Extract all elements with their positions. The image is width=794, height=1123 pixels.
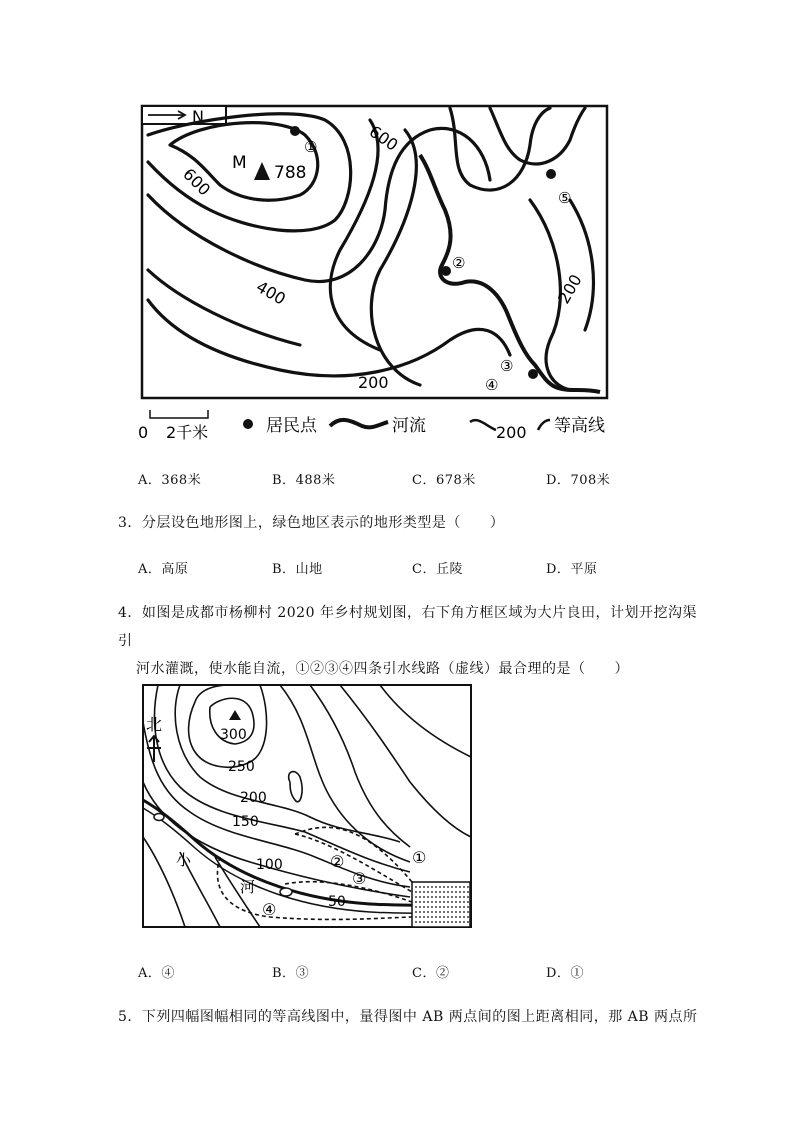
legend-contour: 等高线 [554,416,605,436]
q2-option-b[interactable]: B．488米 [272,473,336,488]
contour-label: 600 [179,164,215,200]
q3-option-c[interactable]: C．丘陵 [412,562,463,577]
q2-option-d[interactable]: D．708米 [546,473,611,488]
legend-river: 河流 [392,416,426,436]
peak-icon [254,162,270,180]
north-arrow-icon [142,106,226,126]
contour-line [450,108,550,190]
route-label: ① [412,848,427,867]
north-label: 北 [146,715,163,734]
settlement-dot-icon [546,169,556,179]
contour-label: 200 [554,271,586,307]
question-5: 5．下列四幅图幅相同的等高线图中，量得图中 AB 两点间的图上距离相同，那 AB 两点所 [118,1009,698,1025]
q3-option-a[interactable]: A．高原 [138,562,189,577]
route-label: ④ [262,900,277,919]
q3-option-d[interactable]: D．平原 [546,562,598,577]
contour-label: 300 [220,727,247,743]
settlement-label: ⑤ [558,189,572,207]
question-3: 3．分层设色地形图上，绿色地区表示的地形类型是（ ） [118,515,505,531]
scale-zero: 0 [138,423,149,442]
legend-contour-value: 200 [496,423,527,442]
peak-icon [229,710,241,720]
legend-settlement: 居民点 [266,416,317,436]
contour-map-2 [140,682,476,930]
north-label: N [192,107,204,126]
route-label: ③ [352,869,367,888]
contour-label: 400 [253,277,289,309]
contour-line [148,114,351,231]
settlement-dot-icon [290,126,300,136]
route-label: ② [330,852,345,871]
pond-icon [154,814,164,821]
pond-icon [280,888,292,896]
q2-option-a[interactable]: A．368米 [138,473,202,488]
contour-map-1 [130,100,640,445]
contour-label: 100 [256,857,283,873]
q4-option-a[interactable]: A．④ [138,966,175,981]
farmland-area [412,882,470,927]
settlement-dot-icon [528,369,538,379]
peak-elevation: 788 [274,163,307,183]
contour-label: 50 [328,894,346,910]
settlement-dot-icon [441,266,451,276]
settlement-label: ③ [500,357,514,375]
q3-option-b[interactable]: B．山地 [272,562,323,577]
river-label: 小 [176,851,192,869]
scale-distance: 2千米 [166,423,209,442]
peak-label: M [232,153,247,173]
contour-line [148,270,300,345]
q2-option-c[interactable]: C．678米 [412,473,476,488]
settlement-label: ② [452,254,466,272]
contour-legend-icon [470,420,496,430]
contour-line [148,300,510,376]
q4-option-d[interactable]: D．① [546,966,584,981]
contour-label: 600 [365,121,402,155]
settlement-legend-icon [243,419,253,429]
contour-line [490,108,585,164]
contour-line [570,200,593,330]
river-legend-icon [330,420,388,427]
contour-label: 200 [358,373,389,392]
contour-label: 250 [228,759,255,775]
settlement-label: ① [304,138,318,156]
map1-legend [138,410,605,442]
contour-label: 150 [232,814,259,830]
contour-label: 200 [240,790,267,806]
settlement-label: ④ [485,376,499,394]
question-4: 4．如图是成都市杨柳村 2020 年乡村规划图，右下角方框区域为大片良田，计划开挖沟渠引 河水灌溉，使水能自流，①②③④四条引水线路（虚线）最合理的是（ ） [118,605,697,677]
q4-option-b[interactable]: B．③ [272,966,310,981]
river-label: 河 [240,878,256,896]
contour-line [371,130,420,385]
q4-option-c[interactable]: C．② [412,966,450,981]
